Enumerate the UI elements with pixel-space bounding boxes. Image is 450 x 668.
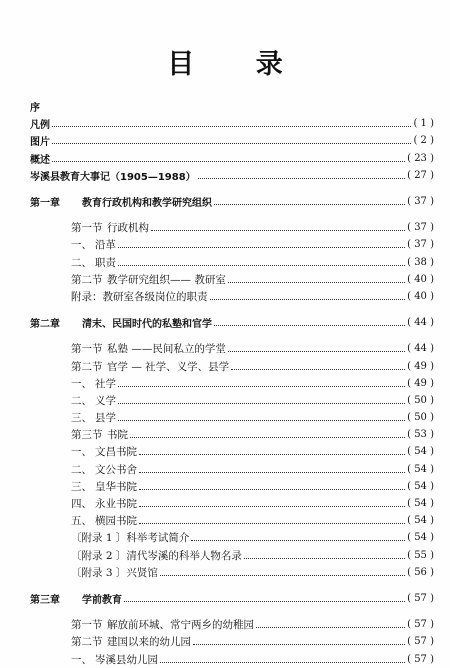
item-number: 三、 — [71, 412, 92, 425]
item-page: ( 57 ) — [407, 653, 434, 665]
item-number: 二、 — [71, 463, 92, 476]
toc-entry-pictures[interactable] — [30, 132, 434, 149]
item-title: 文昌书院 — [95, 446, 137, 459]
item-page: ( 57 ) — [407, 619, 434, 631]
item-number: 二、 — [71, 256, 92, 269]
item-title: 文公书舍 — [95, 463, 137, 476]
item-title: 〔附录 1 〕科举考试简介 — [71, 532, 190, 545]
item-title: 社学 — [95, 377, 116, 390]
leader-dots — [231, 359, 405, 370]
toc-entry-label: 序 — [30, 103, 40, 115]
toc-entry-preface[interactable] — [30, 98, 434, 115]
toc-entry-chronicle[interactable] — [30, 167, 434, 184]
item-page: ( 37 ) — [407, 222, 434, 234]
leader-dots — [118, 255, 405, 266]
leader-dots — [139, 496, 405, 507]
item-number: 第一节 — [71, 619, 103, 632]
item-title: 解放前环城、常宁两乡的幼稚园 — [107, 619, 254, 632]
item-title: 官学 — 社学、义学、县学 — [107, 360, 230, 373]
leader-dots — [160, 652, 405, 663]
item-title: 职责 — [95, 256, 116, 269]
toc-entry-page: ( 27 ) — [407, 169, 434, 181]
chapter-page: ( 37 ) — [407, 196, 434, 208]
toc-item[interactable] — [30, 357, 434, 374]
toc-entry-overview[interactable] — [30, 150, 434, 167]
leader-dots — [193, 634, 405, 645]
chapter-heading[interactable] — [30, 193, 434, 210]
item-number: 五、 — [71, 515, 92, 528]
chapter-page: ( 57 ) — [407, 592, 434, 604]
leader-dots — [198, 168, 405, 179]
item-number: 二、 — [71, 394, 92, 407]
item-number: 一、 — [71, 239, 92, 252]
item-title: 〔附录 2 〕清代岑溪的科举人物名录 — [71, 549, 242, 562]
item-number: 第一节 — [71, 343, 103, 356]
item-number: 第二节 — [71, 636, 103, 649]
leader-dots — [228, 272, 405, 283]
leader-dots — [124, 591, 405, 602]
item-title: 行政机构 — [107, 222, 149, 235]
item-title: 沿革 — [95, 239, 116, 252]
leader-dots — [130, 427, 405, 438]
item-title: 私塾 ——民间私立的学堂 — [107, 343, 226, 356]
toc-item[interactable] — [30, 271, 434, 288]
toc-entry-page: ( 2 ) — [413, 135, 434, 147]
item-number: 一、 — [71, 377, 92, 390]
toc-item[interactable] — [30, 375, 434, 392]
toc-item[interactable] — [30, 478, 434, 495]
toc-item[interactable] — [30, 616, 434, 633]
chapter-title: 清末、民国时代的私塾和官学 — [82, 319, 212, 331]
toc-item[interactable] — [30, 288, 434, 305]
leader-dots — [210, 289, 406, 300]
chapter-page: ( 44 ) — [407, 317, 434, 329]
leader-dots — [139, 479, 405, 490]
item-number: 三、 — [71, 480, 92, 493]
item-page: ( 40 ) — [407, 273, 434, 285]
item-title: 义学 — [95, 394, 116, 407]
item-page: ( 50 ) — [407, 412, 434, 424]
item-number: 一、 — [71, 446, 92, 459]
item-page: ( 55 ) — [407, 549, 434, 561]
item-page: ( 56 ) — [407, 566, 434, 578]
item-title: 教学研究组织—— 教研室 — [107, 273, 226, 286]
item-title: 附录：教研室各级岗位的职责 — [71, 290, 208, 303]
item-page: ( 37 ) — [407, 239, 434, 251]
toc-item[interactable] — [30, 650, 434, 667]
leader-dots — [139, 444, 405, 455]
table-of-contents — [30, 98, 434, 668]
leader-dots — [118, 237, 405, 248]
item-page: ( 54 ) — [407, 532, 434, 544]
item-page: ( 44 ) — [407, 343, 434, 355]
item-number: 第一节 — [71, 222, 103, 235]
item-page: ( 40 ) — [407, 290, 434, 302]
item-title: 县学 — [95, 412, 116, 425]
toc-item[interactable] — [30, 392, 434, 409]
toc-item[interactable] — [30, 633, 434, 650]
leader-dots — [118, 410, 405, 421]
leader-dots — [139, 513, 405, 524]
toc-item[interactable] — [30, 495, 434, 512]
chapter-title: 教育行政机构和教学研究组织 — [82, 198, 212, 210]
item-page: ( 54 ) — [407, 446, 434, 458]
leader-dots — [118, 393, 405, 404]
toc-entry-label: 岑溪县教育大事记（1905—1988） — [30, 171, 196, 183]
toc-entry-notes[interactable] — [30, 115, 434, 132]
toc-item[interactable] — [30, 564, 434, 581]
item-page: ( 49 ) — [407, 377, 434, 389]
item-title: 建国以来的幼儿园 — [107, 636, 191, 649]
item-title: 永业书院 — [95, 498, 137, 511]
item-page: ( 49 ) — [407, 360, 434, 372]
toc-item[interactable] — [30, 426, 434, 443]
chapter-number: 第二章 — [30, 319, 60, 331]
leader-dots — [191, 530, 405, 541]
leader-dots — [214, 315, 405, 326]
chapter-heading[interactable] — [30, 590, 434, 607]
toc-item[interactable] — [30, 443, 434, 460]
item-page: ( 50 ) — [407, 394, 434, 406]
toc-entry-label: 概述 — [30, 154, 50, 166]
leader-dots — [256, 617, 405, 628]
toc-item[interactable] — [30, 547, 434, 564]
item-number: 第三节 — [71, 429, 103, 442]
item-page: ( 54 ) — [407, 463, 434, 475]
item-page: ( 38 ) — [407, 256, 434, 268]
item-title: 皇华书院 — [95, 480, 137, 493]
leader-dots — [244, 548, 405, 559]
toc-item[interactable] — [30, 254, 434, 271]
toc-item[interactable] — [30, 529, 434, 546]
leader-dots — [52, 151, 405, 162]
leader-dots — [52, 116, 411, 127]
toc-item[interactable] — [30, 461, 434, 478]
toc-item[interactable] — [30, 512, 434, 529]
item-number: 一、 — [71, 653, 92, 666]
page-title: 目 录 — [167, 49, 309, 80]
leader-dots — [214, 194, 405, 205]
toc-entry-page: ( 23 ) — [407, 152, 434, 164]
chapter-title: 学前教育 — [82, 594, 122, 606]
toc-item[interactable] — [30, 219, 434, 236]
leader-dots — [160, 565, 405, 576]
chapter-number: 第三章 — [30, 594, 60, 606]
item-number: 第二节 — [71, 360, 103, 373]
chapter-number: 第一章 — [30, 198, 60, 210]
item-page: ( 57 ) — [407, 636, 434, 648]
item-number: 第二节 — [71, 273, 103, 286]
leader-dots — [52, 133, 411, 144]
item-page: ( 54 ) — [407, 480, 434, 492]
item-number: 四、 — [71, 498, 92, 511]
item-title: 书院 — [107, 429, 128, 442]
toc-entry-label: 图片 — [30, 137, 50, 149]
chapter-heading[interactable] — [30, 314, 434, 331]
item-page: ( 54 ) — [407, 515, 434, 527]
item-title: 〔附录 3 〕兴贤馆 — [71, 566, 158, 579]
toc-entry-page: ( 1 ) — [413, 118, 434, 130]
leader-dots — [139, 462, 405, 473]
item-title: 岑溪县幼儿园 — [95, 653, 158, 666]
item-title: 横园书院 — [95, 515, 137, 528]
item-page: ( 53 ) — [407, 429, 434, 441]
toc-entry-label: 凡例 — [30, 120, 50, 132]
toc-item[interactable] — [30, 236, 434, 253]
toc-item[interactable] — [30, 340, 434, 357]
leader-dots — [118, 376, 405, 387]
leader-dots — [151, 220, 405, 231]
toc-item[interactable] — [30, 409, 434, 426]
item-page: ( 54 ) — [407, 498, 434, 510]
leader-dots — [228, 341, 405, 352]
